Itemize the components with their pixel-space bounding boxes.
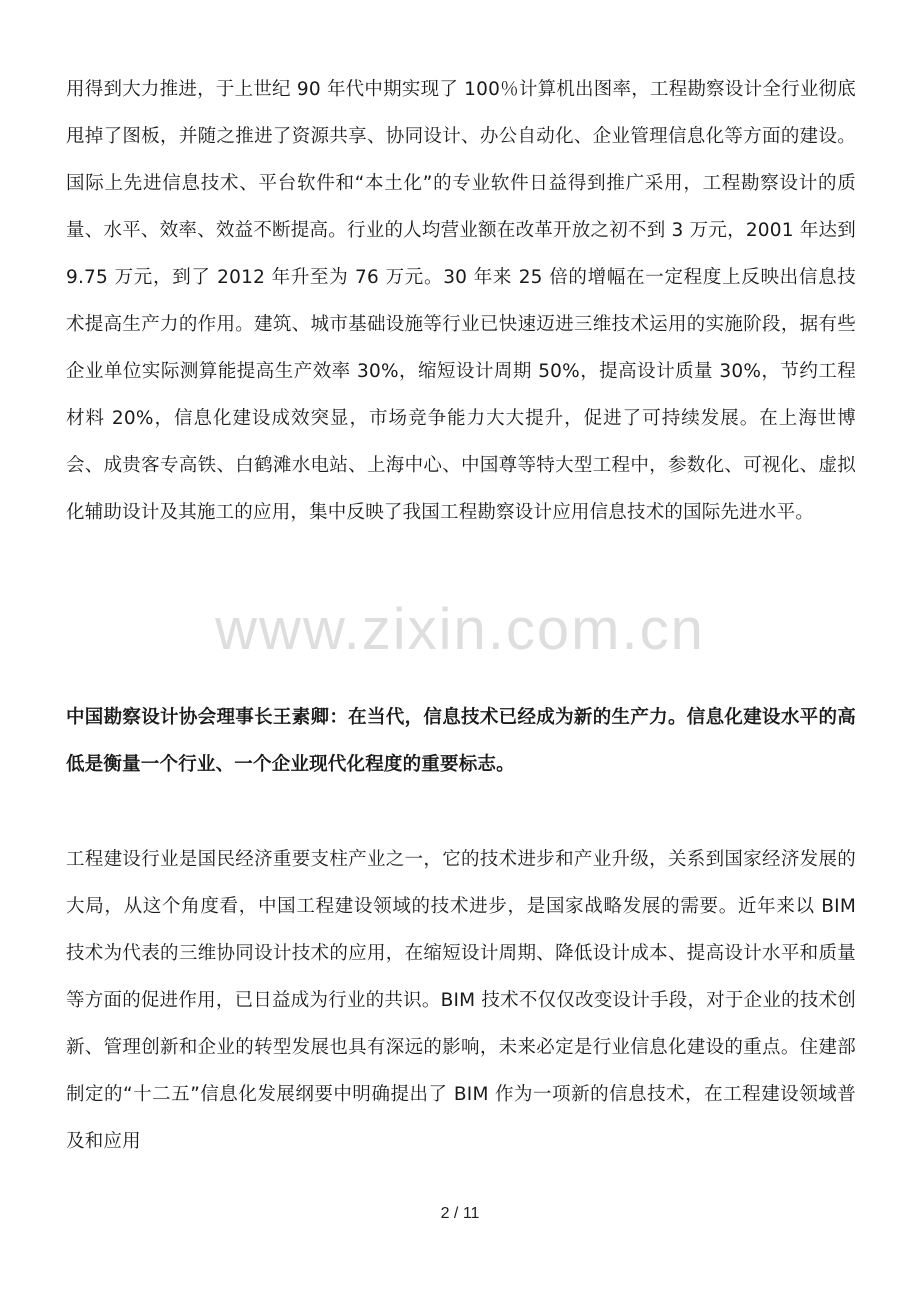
page-number: 2 / 11 — [440, 1205, 480, 1222]
bold-quote-paragraph: 中国勘察设计协会理事长王素卿：在当代，信息技术已经成为新的生产力。信息化建设水平的高低是衡量一个行业、一个企业现代化程度的重要标志。 — [66, 707, 856, 775]
body-paragraph-2: 工程建设行业是国民经济重要支柱产业之一，它的技术进步和产业升级，关系到国家经济发展的大局，从这个角度看，中国工程建设领域的技术进步，是国家战略发展的需要。近年来以 BIM 技术为代表的三维协同设计技术的应用，在缩短设计周期、降低设计成本、提高设计水平和质量等方面的促进作用，已日益成为行业的共识。BIM 技术不仅仅改变设计手段，对于企业的技术创新、管理创新和企业的转型发展也具有深远的影响，未来必定是行业信息化建设的重点。住建部制定的“十二五”信息化发展纲要中明确提出了 BIM 作为一项新的信息技术，在工程建设领域普及和应用 — [66, 849, 856, 1152]
body-paragraph-1: 用得到大力推进，于上世纪 90 年代中期实现了 100％计算机出图率，工程勘察设计全行业彻底甩掉了图板，并随之推进了资源共享、协同设计、办公自动化、企业管理信息化等方面的建设。国际上先进信息技术、平台软件和“本土化”的专业软件日益得到推广采用，工程勘察设计的质量、水平、效率、效益不断提高。行业的人均营业额在改革开放之初不到 3 万元，2001 年达到 9.75 万元，到了 2012 年升至为 76 万元。30 年来 25 倍的增幅在一定程度上反映出信息技术提高生产力的作用。建筑、城市基础设施等行业已快速迈进三维技术运用的实施阶段，据有些企业单位实际测算能提高生产效率 30%，缩短设计周期 50%，提高设计质量 30%，节约工程材料 20%，信息化建设成效突显，市场竞争能力大大提升，促进了可持续发展。在上海世博会、成贵客专高铁、白鹤滩水电站、上海中心、中国尊等特大型工程中，参数化、可视化、虚拟化辅助设计及其施工的应用，集中反映了我国工程勘察设计应用信息技术的国际先进水平。 — [66, 79, 856, 523]
watermark: www.zixin.com.cn — [215, 597, 705, 662]
